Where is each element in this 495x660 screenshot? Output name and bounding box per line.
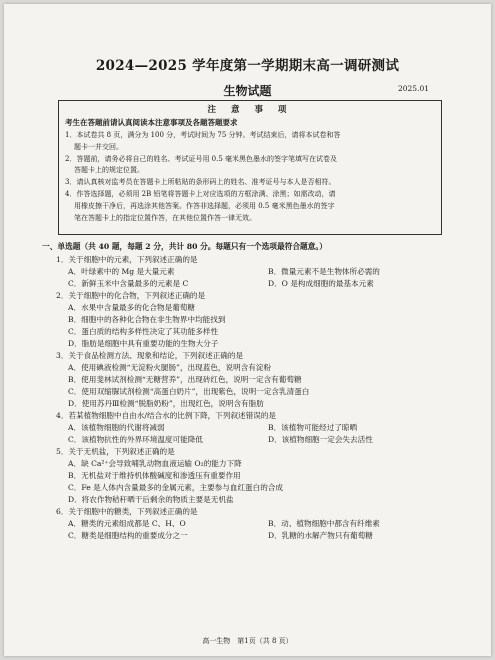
answer-option: B．无机盐对于维持机体酸碱度和渗透压有重要作用 (68, 471, 241, 480)
answer-option: B．微量元素不是生物体所必需的 (268, 267, 380, 276)
option-group (56, 362, 456, 410)
answer-option: D．使用苏丹Ⅲ检测“脱脂奶粉”，出现红色，说明含有脂肪 (68, 399, 264, 408)
answer-option: B．使用斐林试剂检测“无糖营养”，出现砖红色，说明一定含有葡萄糖 (68, 375, 302, 384)
answer-option: B．细胞中的各种化合物在非生物界中均能找到 (68, 315, 226, 324)
notice-item: 题卡一并交回。 (74, 142, 123, 151)
option-group (56, 458, 456, 506)
answer-option: C．糖类是细胞结构的重要成分之一 (68, 531, 188, 540)
answer-option: D．将农作物秸秆晒干后剩余的物质主要是无机盐 (68, 495, 234, 504)
question (56, 350, 456, 410)
question (56, 506, 456, 542)
answer-option: B．动、植物细胞中都含有纤维素 (268, 519, 380, 528)
question-stem: 4．若某植物细胞中自由水/结合水的比例下降，下列叙述错误的是 (56, 411, 277, 420)
option-group (56, 518, 456, 542)
question-stem: 2．关于细胞中的化合物，下列叙述正确的是 (56, 291, 206, 300)
notice-item: 1．本试卷共 8 页，满分为 100 分，考试时间为 75 分钟。考试结束后，请将本试卷和答 (65, 131, 341, 139)
answer-option: C．Fe 是人体内含量最多的金属元素，主要参与血红蛋白的合成 (68, 483, 284, 492)
question-stem: 1．关于细胞中的元素，下列叙述正确的是 (56, 255, 198, 264)
exam-date: 2025.01 (397, 84, 429, 93)
question (56, 290, 456, 350)
question (56, 446, 456, 506)
answer-option: B．该植物可能经过了晾晒 (268, 423, 358, 432)
question-list (56, 254, 456, 542)
option-group (56, 266, 456, 290)
notice-list (59, 130, 441, 224)
option-group (56, 302, 456, 350)
answer-option: D．脂肪是细胞中具有重要功能的生物大分子 (68, 339, 219, 348)
notice-item: 答题卡上的规定位置。 (74, 166, 144, 175)
answer-option: C．蛋白质的结构多样性决定了其功能多样性 (68, 327, 219, 336)
answer-option: A．糖类的元素组成都是 C、H、O (68, 519, 186, 528)
notice-item: 4．作答选择题，必须用 2B 铅笔将答题卡上对应选项的方框涂满、涂黑；如需改动，请 (65, 189, 336, 198)
answer-option: A．使用碘液检测“无淀粉火腿肠”，出现蓝色，说明含有淀粉 (68, 363, 272, 372)
question (56, 254, 456, 290)
answer-option: A．叶绿素中的 Mg 是大量元素 (68, 267, 175, 276)
notice-item: 笔在答题卡上的指定位置作答，在其他位置作答一律无效。 (74, 213, 256, 222)
answer-option: D．乳糖的水解产物只有葡萄糖 (268, 531, 373, 540)
answer-option: A．该植物细胞的代谢将减弱 (68, 423, 165, 432)
question-stem: 6．关于细胞中的糖类，下列叙述正确的是 (56, 507, 198, 516)
option-group (56, 422, 456, 446)
notice-subheading: 考生在答题前请认真阅读本注意事项及各题答题要求 (65, 118, 238, 127)
section-heading: 一、单选题（共 40 题，每题 2 分，共计 80 分。每题只有一个选项最符合题意。） (42, 242, 327, 251)
answer-option: D．该植物细胞一定会失去活性 (268, 435, 373, 444)
notice-item: 用橡皮擦干净后，再选涂其他答案。作答非选择题，必须用 0.5 毫米黑色墨水的签字 (74, 201, 335, 210)
answer-option: C．使用双缩脲试剂检测“高蛋白奶片”，出现紫色，说明一定含乳清蛋白 (68, 387, 310, 396)
notice-heading: 注 意 事 项 (207, 105, 293, 115)
answer-option: C．该植物抗性的外界环境温度可能降低 (68, 435, 203, 444)
answer-option: A．缺 Ca²⁺会导致哺乳动物血液运输 O₂的能力下降 (68, 459, 242, 468)
question-stem: 3．关于食品检测方法、现象和结论，下列叙述正确的是 (56, 351, 244, 360)
answer-option: A．水果中含量最多的化合物是葡萄糖 (68, 303, 195, 312)
exam-page (4, 4, 491, 656)
page-title: 2024—2025 学年度第一学期期末高一调研测试 (95, 58, 400, 74)
answer-option: D．O 是构成细胞的最基本元素 (268, 279, 374, 288)
question-stem: 5．关于无机盐，下列叙述正确的是 (56, 447, 175, 456)
answer-option: C．新鲜玉米中含量最多的元素是 C (68, 279, 189, 288)
question (56, 410, 456, 446)
notice-item: 3．请认真核对监考员在答题卡上所粘贴的条形码上的姓名、准考证号与本人是否相符。 (65, 178, 336, 187)
exam-subject: 生物试题 (223, 84, 272, 98)
notice-box (58, 100, 442, 235)
page-footer: 高一生物 第1页（共 8 页） (202, 637, 293, 645)
notice-item: 2．答题前，请务必将自己的姓名、考试证号用 0.5 毫米黑色墨水的签字笔填写在试卷及 (65, 154, 338, 163)
